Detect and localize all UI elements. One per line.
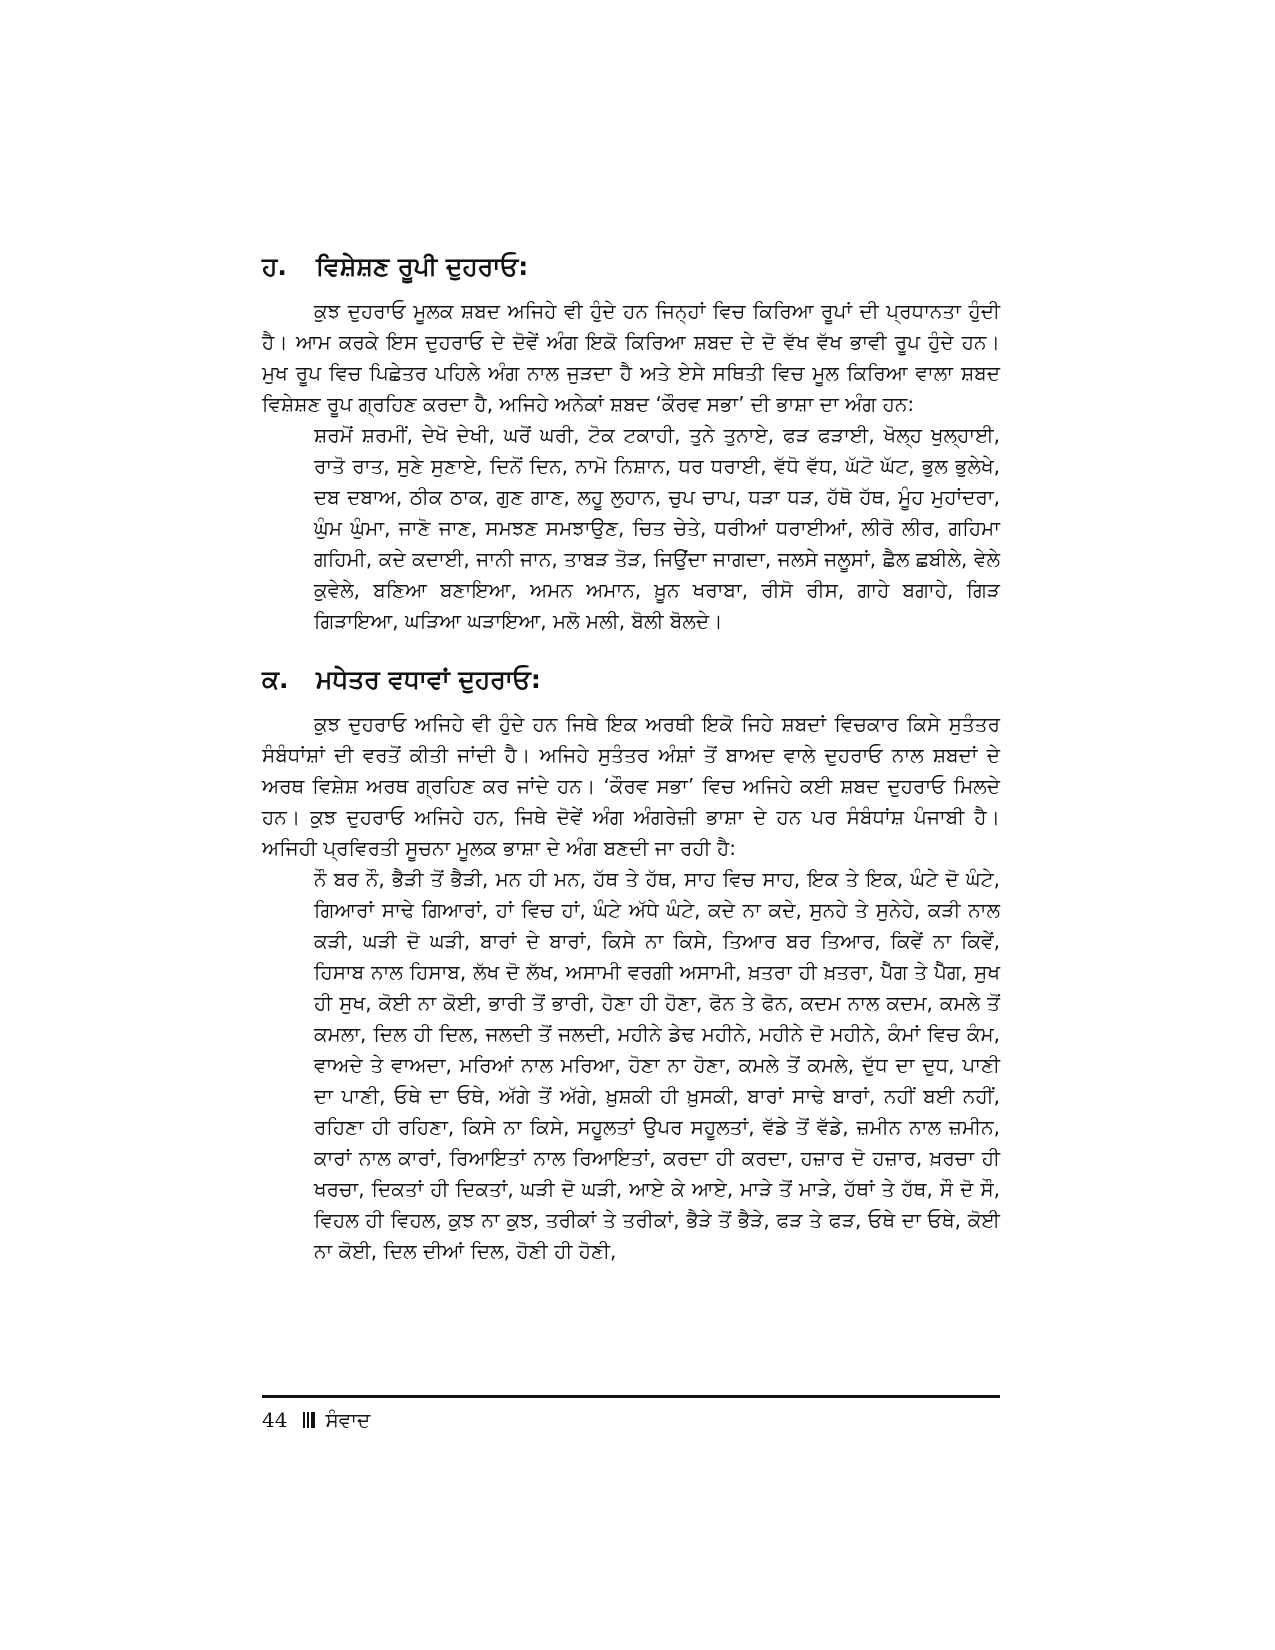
- section-heading: [262, 663, 1000, 697]
- body-paragraph: ਕੁਝ ਦੁਹਰਾਓ ਮੂਲਕ ਸ਼ਬਦ ਅਜਿਹੇ ਵੀ ਹੁੰਦੇ ਹਨ ਜਿਨ੍ਹਾਂ ਵਿਚ ਕਿਰਿਆ ਰੂਪਾਂ ਦੀ ਪ੍ਰਧਾਨਤਾ ਹੁੰਦੀ ਹੈ। ਆਮ ਕਰਕੇ ਇਸ ਦੁਹਰਾਓ ਦੇ ਦੋਵੇਂ ਅੰਗ ਇਕੋ ਕਿਰਿਆ ਸ਼ਬਦ ਦੇ ਦੋ ਵੱਖ ਵੱਖ ਭਾਵੀ ਰੂਪ ਹੁੰਦੇ ਹਨ। ਮੁਖ ਰੂਪ ਵਿਚ ਪਿਛੇਤਰ ਪਹਿਲੇ ਅੰਗ ਨਾਲ ਜੁੜਦਾ ਹੈ ਅਤੇ ਏਸੇ ਸਥਿਤੀ ਵਿਚ ਮੂਲ ਕਿਰਿਆ ਵਾਲਾ ਸ਼ਬਦ ਵਿਸ਼ੇਸ਼ਣ ਰੂਪ ਗ੍ਰਹਿਣ ਕਰਦਾ ਹੈ, ਅਜਿਹੇ ਅਨੇਕਾਂ ਸ਼ਬਦ ‘ਕੌਰਵ ਸਭਾ’ ਦੀ ਭਾਸ਼ਾ ਦਾ ਅੰਗ ਹਨ:: [262, 299, 1000, 416]
- page-footer: [262, 1395, 1000, 1434]
- section-title: ਮਧੇਤਰ ਵਧਾਵਾਂ ਦੁਹਰਾਓ:: [316, 665, 541, 694]
- section-marker: ਹ.: [262, 252, 287, 281]
- page-content: [262, 250, 1000, 1267]
- footer-divider: [262, 1395, 1000, 1398]
- section-visheshan-duhrao: [262, 250, 1000, 637]
- section-marker: ਕ.: [262, 665, 289, 694]
- section-heading: [262, 250, 1000, 284]
- footer-row: [262, 1406, 1000, 1434]
- section-title: ਵਿਸ਼ੇਸ਼ਣ ਰੂਪੀ ਦੁਹਰਾਓ:: [316, 252, 529, 281]
- section-spacer: [262, 637, 1000, 663]
- body-paragraph: ਕੁਝ ਦੁਹਰਾਓ ਅਜਿਹੇ ਵੀ ਹੁੰਦੇ ਹਨ ਜਿਥੇ ਇਕ ਅਰਥੀ ਇਕੋ ਜਿਹੇ ਸ਼ਬਦਾਂ ਵਿਚਕਾਰ ਕਿਸੇ ਸੁਤੰਤਰ ਸੰਬੰਧਾਂਸ਼ਾਂ ਦੀ ਵਰਤੋਂ ਕੀਤੀ ਜਾਂਦੀ ਹੈ। ਅਜਿਹੇ ਸੁਤੰਤਰ ਅੰਸ਼ਾਂ ਤੋਂ ਬਾਅਦ ਵਾਲੇ ਦੁਹਰਾਓ ਨਾਲ ਸ਼ਬਦਾਂ ਦੇ ਅਰਥ ਵਿਸ਼ੇਸ਼ ਅਰਥ ਗ੍ਰਹਿਣ ਕਰ ਜਾਂਦੇ ਹਨ। ‘ਕੌਰਵ ਸਭਾ’ ਵਿਚ ਅਜਿਹੇ ਕਈ ਸ਼ਬਦ ਦੁਹਰਾਓ ਮਿਲਦੇ ਹਨ। ਕੁਝ ਦੁਹਰਾਓ ਅਜਿਹੇ ਹਨ, ਜਿਥੇ ਦੋਵੇਂ ਅੰਗ ਅੰਗਰੇਜ਼ੀ ਭਾਸ਼ਾ ਦੇ ਹਨ ਪਰ ਸੰਬੰਧਾਂਸ਼ ਪੰਜਾਬੀ ਹੈ। ਅਜਿਹੀ ਪ੍ਰਵਿਰਤੀ ਸੂਚਨਾ ਮੂਲਕ ਭਾਸ਼ਾ ਦੇ ਅੰਗ ਬਣਦੀ ਜਾ ਰਹੀ ਹੈ:: [262, 712, 1000, 860]
- example-list: ਸ਼ਰਮੋਂ ਸ਼ਰਮੀਂ, ਦੇਖੋ ਦੇਖੀ, ਘਰੋਂ ਘਰੀ, ਟੋਕ ਟਕਾਹੀ, ਤੁਨੇ ਤੁਨਾਏ, ਫੜ ਫੜਾਈ, ਖੋਲ੍ਹ ਖੁਲ੍ਹਾਈ, ਰਾਤੋ ਰਾਤ, ਸੁਣੇ ਸੁਣਾਏ, ਦਿਨੋਂ ਦਿਨ, ਨਾਮੋ ਨਿਸ਼ਾਨ, ਧਰ ਧਰਾਈ, ਵੱਧੋ ਵੱਧ, ਘੱਟੋ ਘੱਟ, ਭੁਲ ਭੁਲੇਖੇ, ਦਬ ਦਬਾਅ, ਠੀਕ ਠਾਕ, ਗੁਣ ਗਾਣ, ਲਹੂ ਲੁਹਾਨ, ਚੁਪ ਚਾਪ, ਧੜਾ ਧੜ, ਹੱਥੋ ਹੱਥ, ਮੂੰਹ ਮੁਹਾਂਦਰਾ, ਘੁੰਮ ਘੁੰਮਾ, ਜਾਣੋ ਜਾਣ, ਸਮਝਣ ਸਮਝਾਉਣ, ਚਿਤ ਚੇਤੇ, ਧਰੀਆਂ ਧਰਾਈਆਂ, ਲੀਰੋ ਲੀਰ, ਗਹਿਮਾ ਗਹਿਮੀ, ਕਦੇ ਕਦਾਈ, ਜਾਨੀ ਜਾਨ, ਤਾਬੜ ਤੋੜ, ਜਿਉਂਦਾ ਜਾਗਦਾ, ਜਲਸੇ ਜਲੂਸਾਂ, ਛੈਲ ਛਬੀਲੇ, ਵੇਲੇ ਕੁਵੇਲੇ, ਬਣਿਆ ਬਣਾਇਆ, ਅਮਨ ਅਮਾਨ, ਖ਼ੂਨ ਖਰਾਬਾ, ਰੀਸੋ ਰੀਸ, ਗਾਹੇ ਬਗਾਹੇ, ਗਿੜ ਗਿੜਾਇਆ, ਘੜਿਆ ਘੜਾਇਆ, ਮਲੋ ਮਲੀ, ਬੋਲੀ ਬੋਲਦੇ।: [314, 423, 1000, 633]
- journal-name: ਸੰਵਾਦ: [325, 1408, 371, 1432]
- section-madhetar-duhrao: [262, 663, 1000, 1267]
- example-list: ਨੌ ਬਰ ਨੌ, ਭੈੜੀ ਤੋਂ ਭੈੜੀ, ਮਨ ਹੀ ਮਨ, ਹੱਥ ਤੇ ਹੱਥ, ਸਾਹ ਵਿਚ ਸਾਹ, ਇਕ ਤੇ ਇਕ, ਘੰਟੇ ਦੋ ਘੰਟੇ, ਗਿਆਰਾਂ ਸਾਢੇ ਗਿਆਰਾਂ, ਹਾਂ ਵਿਚ ਹਾਂ, ਘੰਟੇ ਅੱਧੇ ਘੰਟੇ, ਕਦੇ ਨਾ ਕਦੇ, ਸੁਨਹੇ ਤੇ ਸੁਨੇਹੇ, ਕੜੀ ਨਾਲ ਕੜੀ, ਘੜੀ ਦੋ ਘੜੀ, ਬਾਰਾਂ ਦੇ ਬਾਰਾਂ, ਕਿਸੇ ਨਾ ਕਿਸੇ, ਤਿਆਰ ਬਰ ਤਿਆਰ, ਕਿਵੇਂ ਨਾ ਕਿਵੇਂ, ਹਿਸਾਬ ਨਾਲ ਹਿਸਾਬ, ਲੱਖ ਦੋ ਲੱਖ, ਅਸਾਮੀ ਵਰਗੀ ਅਸਾਮੀ, ਖ਼ਤਰਾ ਹੀ ਖ਼ਤਰਾ, ਪੈੱਗ ਤੇ ਪੈੱਗ, ਸੁਖ ਹੀ ਸੁਖ, ਕੋਈ ਨਾ ਕੋਈ, ਭਾਰੀ ਤੋਂ ਭਾਰੀ, ਹੋਣਾ ਹੀ ਹੋਣਾ, ਫੋਨ ਤੇ ਫੋਨ, ਕਦਮ ਨਾਲ ਕਦਮ, ਕਮਲੇ ਤੋਂ ਕਮਲਾ, ਦਿਲ ਹੀ ਦਿਲ, ਜਲਦੀ ਤੋਂ ਜਲਦੀ, ਮਹੀਨੇ ਡੇਢ ਮਹੀਨੇ, ਮਹੀਨੇ ਦੋ ਮਹੀਨੇ, ਕੰਮਾਂ ਵਿਚ ਕੰਮ, ਵਾਅਦੇ ਤੇ ਵਾਅਦਾ, ਮਰਿਆਂ ਨਾਲ ਮਰਿਆ, ਹੋਣਾ ਨਾ ਹੋਣਾ, ਕਮਲੇ ਤੋਂ ਕਮਲੇ, ਦੁੱਧ ਦਾ ਦੁਧ, ਪਾਣੀ ਦਾ ਪਾਣੀ, ਓਥੇ ਦਾ ਓਥੇ, ਅੱਗੇ ਤੋਂ ਅੱਗੇ, ਖ਼ੁਸ਼ਕੀ ਹੀ ਖ਼ੁਸਕੀ, ਬਾਰਾਂ ਸਾਢੇ ਬਾਰਾਂ, ਨਹੀਂ ਬਈ ਨਹੀਂ, ਰਹਿਣਾ ਹੀ ਰਹਿਣਾ, ਕਿਸੇ ਨਾ ਕਿਸੇ, ਸਹੂਲਤਾਂ ਉਪਰ ਸਹੂਲਤਾਂ, ਵੱਡੇ ਤੋਂ ਵੱਡੇ, ਜ਼ਮੀਨ ਨਾਲ ਜ਼ਮੀਨ, ਕਾਰਾਂ ਨਾਲ ਕਾਰਾਂ, ਰਿਆਇਤਾਂ ਨਾਲ ਰਿਆਇਤਾਂ, ਕਰਦਾ ਹੀ ਕਰਦਾ, ਹਜ਼ਾਰ ਦੋ ਹਜ਼ਾਰ, ਖ਼ਰਚਾ ਹੀ ਖਰਚਾ, ਦਿਕਤਾਂ ਹੀ ਦਿਕਤਾਂ, ਘੜੀ ਦੋ ਘੜੀ, ਆਏ ਕੇ ਆਏ, ਮਾੜੇ ਤੋਂ ਮਾੜੇ, ਹੱਥਾਂ ਤੇ ਹੱਥ, ਸੌ ਦੋ ਸੌ, ਵਿਹਲ ਹੀ ਵਿਹਲ, ਕੁਝ ਨਾ ਕੁਝ, ਤਰੀਕਾਂ ਤੇ ਤਰੀਕਾਂ, ਭੈੜੇ ਤੋਂ ਭੈੜੇ, ਫੜ ਤੇ ਫੜ, ਓਥੇ ਦਾ ਓਥੇ, ਕੋਈ ਨਾ ਕੋਈ, ਦਿਲ ਦੀਆਂ ਦਿਲ, ਹੋਣੀ ਹੀ ਹੋਣੀ,: [314, 867, 1000, 1263]
- triple-bar-icon: [303, 1412, 317, 1428]
- page-number: 44: [262, 1408, 288, 1432]
